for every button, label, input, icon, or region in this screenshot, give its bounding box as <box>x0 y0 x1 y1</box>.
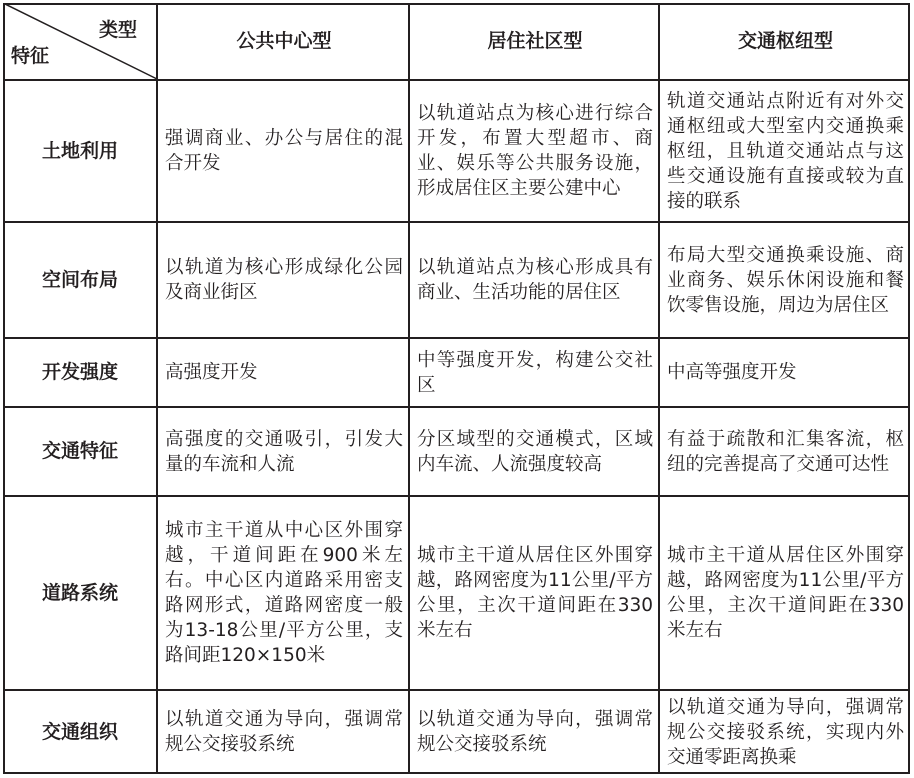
row-header-road-system: 道路系统 <box>41 581 118 604</box>
comparison-table <box>3 3 910 774</box>
table-cell: 布局大型交通换乘设施、商业商务、娱乐休闲设施和餐饮零售设施，周边为居住区 <box>667 244 904 316</box>
row-divider <box>3 337 910 339</box>
table-cell: 高强度开发 <box>165 362 258 383</box>
column-divider <box>156 3 158 774</box>
row-divider <box>3 689 910 691</box>
row-header-traffic-organization: 交通组织 <box>41 720 118 743</box>
table-cell: 有益于疏散和汇集客流，枢纽的完善提高了交通可达性 <box>667 428 904 475</box>
column-divider <box>408 3 410 774</box>
row-divider <box>3 495 910 497</box>
table-cell: 以轨道交通为导向，强调常规公交接驳系统 <box>165 709 403 755</box>
row-header-traffic-features: 交通特征 <box>41 440 118 462</box>
table-cell: 中高等强度开发 <box>667 362 797 383</box>
column-header-residential: 居住社区型 <box>487 30 583 52</box>
row-header-development-intensity: 开发强度 <box>41 361 118 383</box>
table-cell: 以轨道交通为导向，强调常规公交接驳系统 <box>417 709 653 755</box>
table-cell: 分区域型的交通模式，区域内车流、人流强度较高 <box>417 428 653 475</box>
table-cell: 城市主干道从居住区外围穿越，路网密度为11公里/平方公里，主次干道间距在330米左右 <box>417 545 653 641</box>
table-cell: 以轨道为核心形成绿化公园及商业街区 <box>165 257 403 303</box>
corner-header-type: 类型 <box>99 19 138 41</box>
column-header-public-center: 公共中心型 <box>236 30 332 52</box>
table-cell: 以轨道站点为核心进行综合开发，布置大型超市、商业、娱乐等公共服务设施，形成居住区主要公建中心 <box>417 103 653 199</box>
table-cell: 城市主干道从居住区外围穿越，路网密度为11公里/平方公里，主次干道间距在330米左右 <box>667 545 904 641</box>
table-cell: 高强度的交通吸引，引发大量的车流和人流 <box>165 428 403 475</box>
row-divider <box>3 79 910 81</box>
table-cell: 以轨道交通为导向，强调常规公交接驳系统，实现内外交通零距离换乘 <box>667 696 904 768</box>
table-cell: 中等强度开发，构建公交社区 <box>417 349 653 396</box>
column-header-transport-hub: 交通枢纽型 <box>737 30 833 52</box>
table-cell: 城市主干道从中心区外围穿越，干道间距在900米左右。中心区内道路采用密支路网形式，道路网密度一般为13-18公里/平方公里，支路间距120×150米 <box>165 520 403 666</box>
row-divider <box>3 221 910 223</box>
row-divider <box>3 406 910 408</box>
table-cell: 强调商业、办公与居住的混合开发 <box>165 128 403 174</box>
corner-header-feature: 特征 <box>11 45 50 67</box>
column-divider <box>658 3 660 774</box>
table-cell: 轨道交通站点附近有对外交通枢纽或大型室内交通换乘枢纽，且轨道交通站点与这些交通设施有直接或较为直接的联系 <box>667 90 904 212</box>
row-header-land-use: 土地利用 <box>41 139 118 162</box>
row-header-spatial-layout: 空间布局 <box>41 268 118 291</box>
table-cell: 以轨道站点为核心形成具有商业、生活功能的居住区 <box>417 257 653 303</box>
